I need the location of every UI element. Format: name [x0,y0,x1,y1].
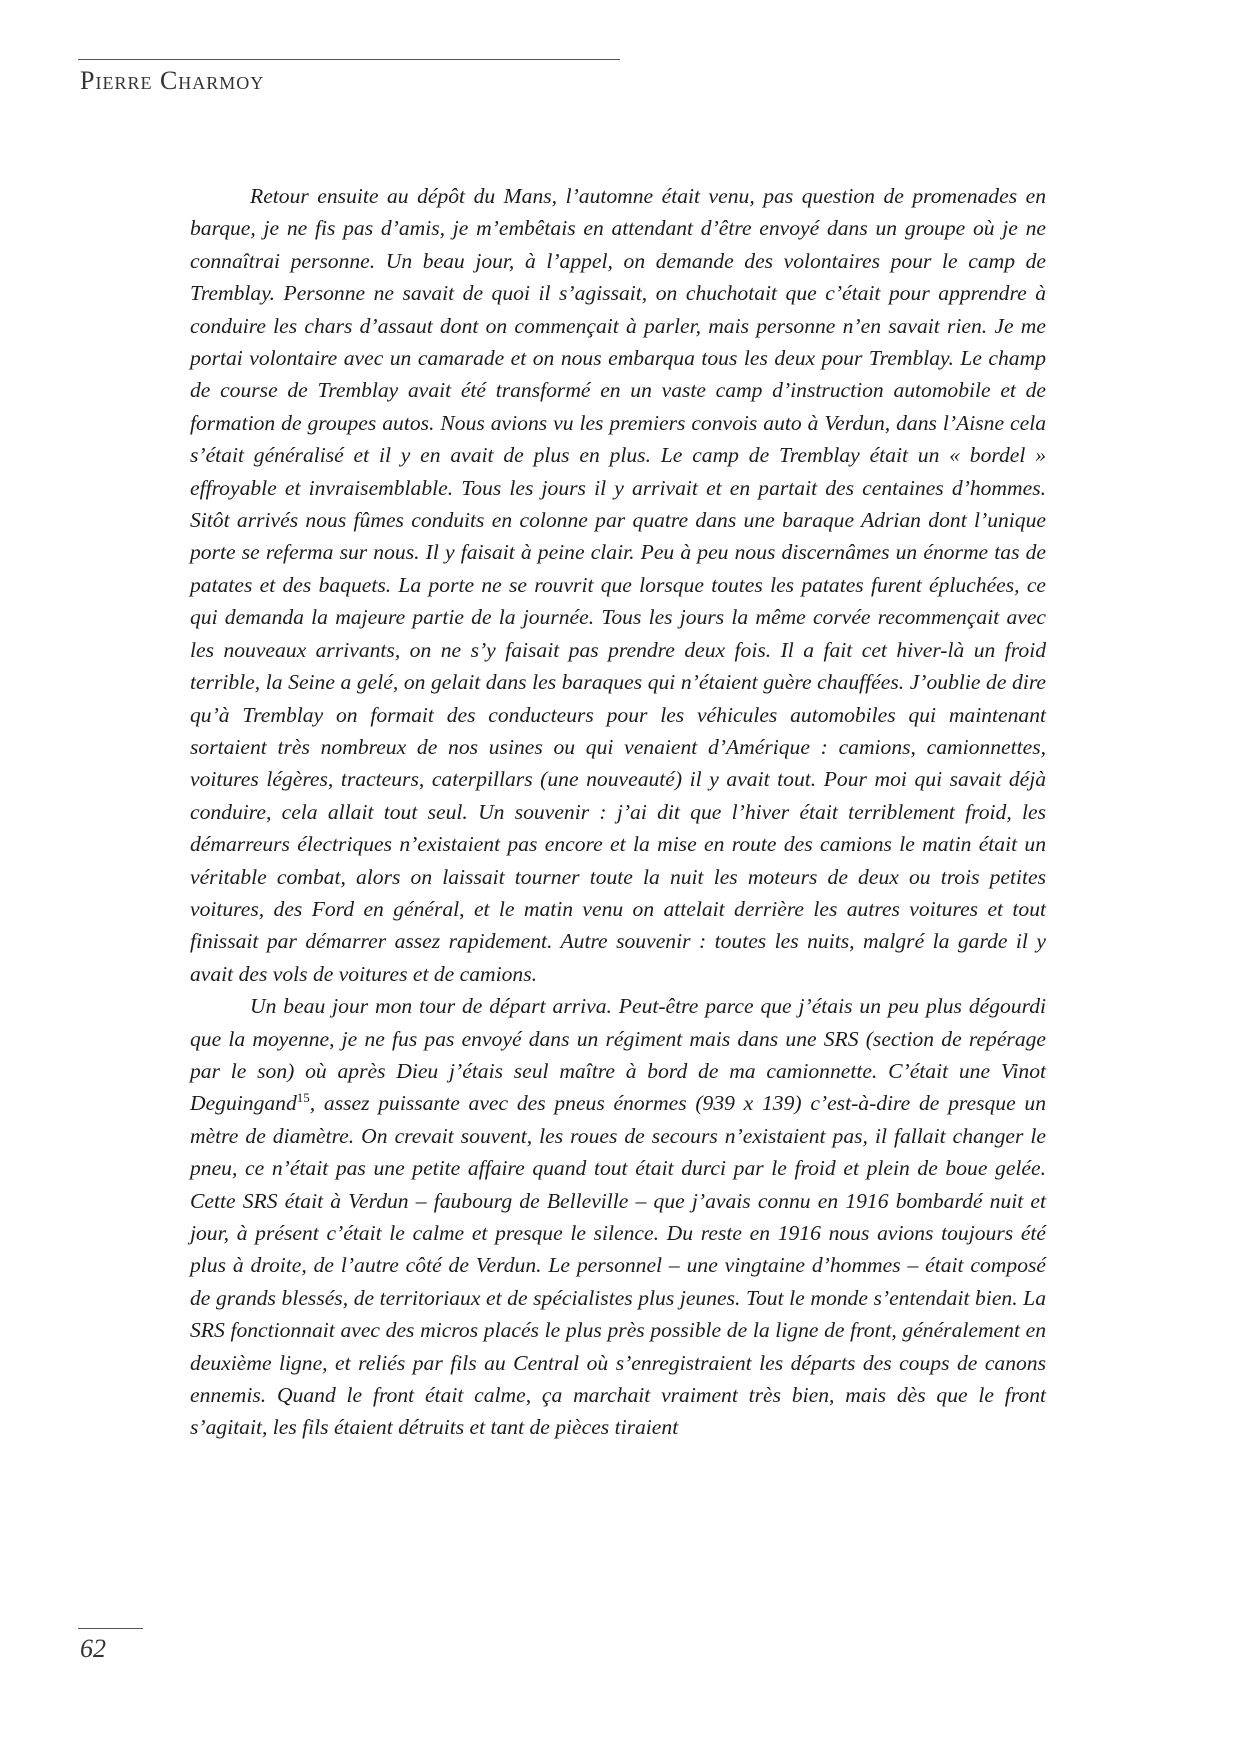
paragraph-text: , assez puissante avec des pneus énormes (939 x 139) c’est-à-dire de presque un mètre de diamètre. On crevait souvent, les roues de secours n’existaient pas, il fallait changer le pneu, ce n’était pas une petite affaire quand tout était durci par le froid et plein de boue gelée. Cette SRS était à Verdun – faubourg de Belleville – que j’avais connu en 1916 bombardé nuit et jour, à présent c’était le calme et presque le silence. Du reste en 1916 nous avions toujours été plus à droite, de l’autre côté de Verdun. Le personnel – une vingtaine d’hommes – était composé de grands blessés, de territoriaux et de spécialistes plus jeunes. Tout le monde s’entendait bien. La SRS fonctionnait avec des micros placés le plus près possible de la ligne de front, généralement en deuxième ligne, et reliés par fils au Central où s’enregistraient les départs des coups de canons ennemis. Quand le front était calme, ça marchait vraiment très bien, mais dès que le front s’agitait, les fils étaient détruits et tant de pièces tiraient [190,1091,1046,1440]
body-text [190,180,1046,1444]
paragraph [190,180,1046,990]
footer-rule [78,1628,143,1629]
header-rule [78,59,620,60]
paragraph [190,990,1046,1444]
page-number: 62 [80,1634,106,1663]
footnote-reference[interactable]: 15 [296,1090,310,1106]
running-head: Pierre Charmoy [80,66,265,95]
paragraph-text: Retour ensuite au dépôt du Mans, l’automne était venu, pas question de promenades en barque, je ne fis pas d’amis, je m’embêtais en attendant d’être envoyé dans un groupe où je ne connaîtrai personne. Un beau jour, à l’appel, on demande des volontaires pour le camp de Tremblay. Personne ne savait de quoi il s’agissait, on chuchotait que c’était pour apprendre à conduire les chars d’assaut dont on commençait à parler, mais personne n’en savait rien. Je me portai volontaire avec un camarade et on nous embarqua tous les deux pour Tremblay. Le champ de course de Tremblay avait été transformé en un vaste camp d’instruction automobile et de formation de groupes autos. Nous avions vu les premiers convois auto à Verdun, dans l’Aisne cela s’était généralisé et il y en avait de plus en plus. Le camp de Tremblay était un « bordel » effroyable et invraisemblable. Tous les jours il y arrivait et en partait des centaines d’hommes. Sitôt arrivés nous fûmes conduits en colonne par quatre dans une baraque Adrian dont l’unique porte se referma sur nous. Il y faisait à peine clair. Peu à peu nous discernâmes un énorme tas de patates et des baquets. La porte ne se rouvrit que lorsque toutes les patates furent épluchées, ce qui demanda la majeure partie de la journée. Tous les jours la même corvée recommençait avec les nouveaux arrivants, on ne s’y faisait pas prendre deux fois. Il a fait cet hiver-là un froid terrible, la Seine a gelé, on gelait dans les baraques qui n’étaient guère chauffées. J’oublie de dire qu’à Tremblay on formait des conducteurs pour les véhicules automobiles qui maintenant sortaient très nombreux de nos usines ou qui venaient d’Amérique : camions, camionnettes, voitures légères, tracteurs, caterpillars (une nouveauté) il y avait tout. Pour moi qui savait déjà conduire, cela allait tout seul. Un souvenir : j’ai dit que l’hiver était terriblement froid, les démarreurs électriques n’existaient pas encore et la mise en route des camions le matin était un véritable combat, alors on laissait tourner toute la nuit les moteurs de deux ou trois petites voitures, des Ford en général, et le matin venu on attelait derrière les autres voitures et tout finissait par démarrer assez rapidement. Autre souvenir : toutes les nuits, malgré la garde il y avait des vols de voitures et de camions. [190,184,1046,986]
paragraph-text: Un beau jour mon tour de départ arriva. Peut-être parce que j’étais un peu plus dégourdi que la moyenne, je ne fus pas envoyé dans un régiment mais dans une SRS (section de repérage par le son) où après Dieu j’étais seul maître à bord de ma camionnette. C’était une Vinot Deguingand [190,994,1046,1116]
